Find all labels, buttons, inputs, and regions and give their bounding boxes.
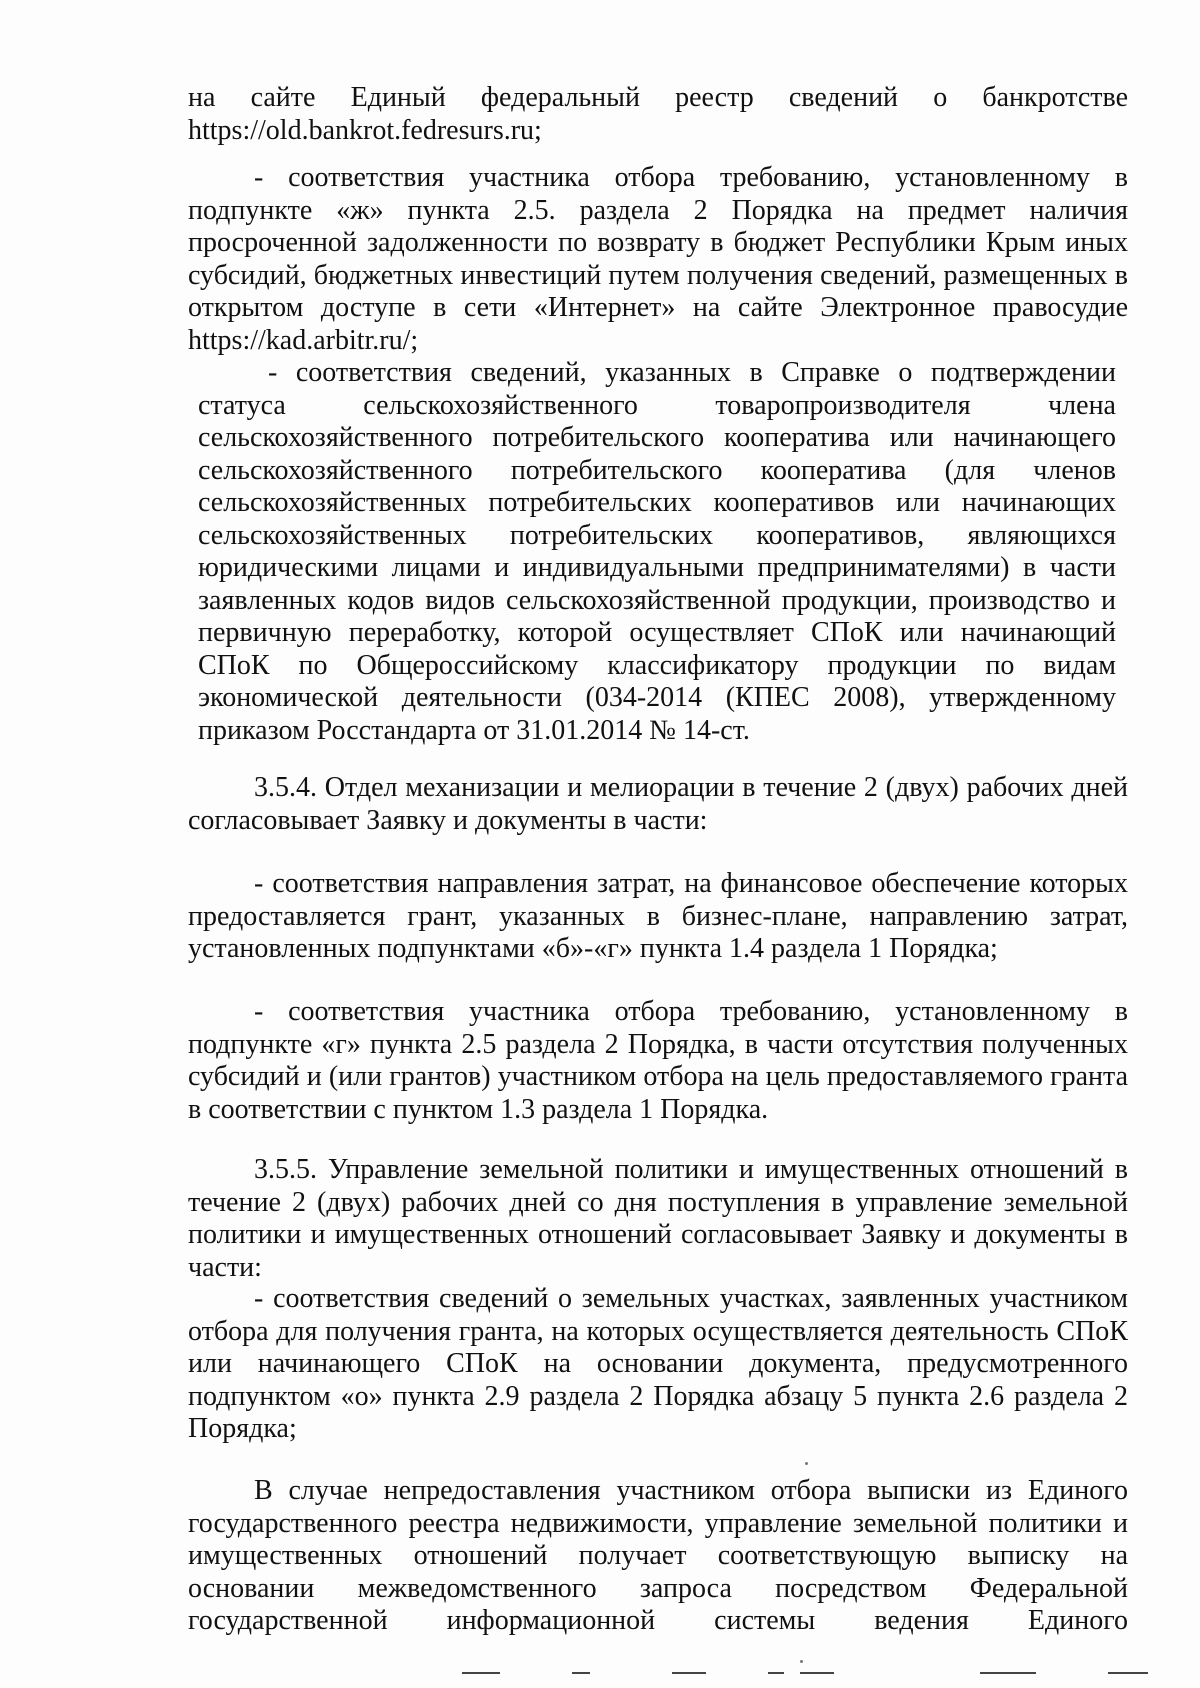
scan-mark <box>462 1672 500 1674</box>
document-paragraph <box>188 996 1128 1126</box>
document-paragraph <box>188 1154 1128 1284</box>
document-paragraph <box>188 82 1128 147</box>
paragraph-text: 3.5.4. Отдел механизации и мелиорации в течение 2 (двух) рабочих дней согласовывает Заявку и документы в части: <box>188 772 1128 836</box>
scan-mark <box>572 1672 590 1674</box>
scan-mark <box>672 1672 706 1674</box>
paragraph-text: - соответствия участника отбора требованию, установленному в подпункте «г» пункта 2.5 раздела 2 Порядка, в части отсутствия полученных субсидий и (или грантов) участником отбора на цель предоставляемого гранта в соответствии с пунктом 1.3 раздела 1 Порядка. <box>188 996 1128 1125</box>
scan-mark <box>1108 1672 1148 1674</box>
document-paragraph <box>188 1475 1128 1638</box>
paragraph-text: - соответствия направления затрат, на финансовое обеспечение которых предоставляется грант, указанных в бизнес-плане, направлению затрат, установленных подпунктами «б»-«г» пункта 1.4 раздела 1 Порядка; <box>188 868 1128 964</box>
paragraph-text: 3.5.5. Управление земельной политики и имущественных отношений в течение 2 (двух) рабочих дней со дня поступления в управление земельной политики и имущественных отношений согласовывает Заявку и документы в части: <box>188 1154 1128 1283</box>
document-paragraph <box>198 357 1116 747</box>
scan-mark <box>980 1672 1036 1674</box>
paragraph-text: - соответствия участника отбора требованию, установленному в подпункте «ж» пункта 2.5. раздела 2 Порядка на предмет наличия просроченной задолженности по возврату в бюджет Республики Крым иных субсидий, бюджетных инвестиций путем получения сведений, размещенных в открытом доступе в сети «Интернет» на сайте Электронное правосудие https://kad.arbitr.ru/; <box>188 162 1128 356</box>
paragraph-text: на сайте Единый федеральный реестр сведений о банкротстве https://old.bankrot.fedresurs.ru; <box>188 82 1128 146</box>
scan-mark <box>800 1672 834 1674</box>
document-paragraph <box>188 1283 1128 1446</box>
scan-speck <box>805 1462 808 1465</box>
paragraph-text: - соответствия сведений о земельных участках, заявленных участником отбора для получения гранта, на которых осуществляется деятельность СПоК или начинающего СПоК на основании документа, предусмотренного подпунктом «о» пункта 2.9 раздела 2 Порядка абзацу 5 пункта 2.6 раздела 2 Порядка; <box>188 1283 1128 1444</box>
scan-speck <box>800 1660 803 1663</box>
document-paragraph <box>188 868 1128 966</box>
scan-mark <box>768 1672 784 1674</box>
document-paragraph <box>188 162 1128 357</box>
document-paragraph <box>188 772 1128 837</box>
paragraph-text: - соответствия сведений, указанных в Справке о подтверждении статуса сельскохозяйственного товаропроизводителя члена сельскохозяйственного потребительского кооператива или начинающего сельскохозяйственного потребительского кооператива (для членов сельскохозяйственных потребительских кооперативов или начинающих сельскохозяйственных потребительских кооперативов, являющихся юридическими лицами и индивидуальными предпринимателями) в части заявленных кодов видов сельскохозяйственной продукции, производство и первичную переработку, которой осуществляет СПоК или начинающий СПоК по Общероссийскому классификатору продукции по видам экономической деятельности (034-2014 (КПЕС 2008), утвержденному приказом Росстандарта от 31.01.2014 № 14-ст. <box>198 357 1116 746</box>
scan-artifacts <box>0 1672 1200 1678</box>
paragraph-text: В случае непредоставления участником отбора выписки из Единого государственного реестра недвижимости, управление земельной политики и имущественных отношений получает соответствующую выписку на основании межведомственного запроса посредством Федеральной государственной информационной системы ведения Единого <box>188 1475 1128 1636</box>
